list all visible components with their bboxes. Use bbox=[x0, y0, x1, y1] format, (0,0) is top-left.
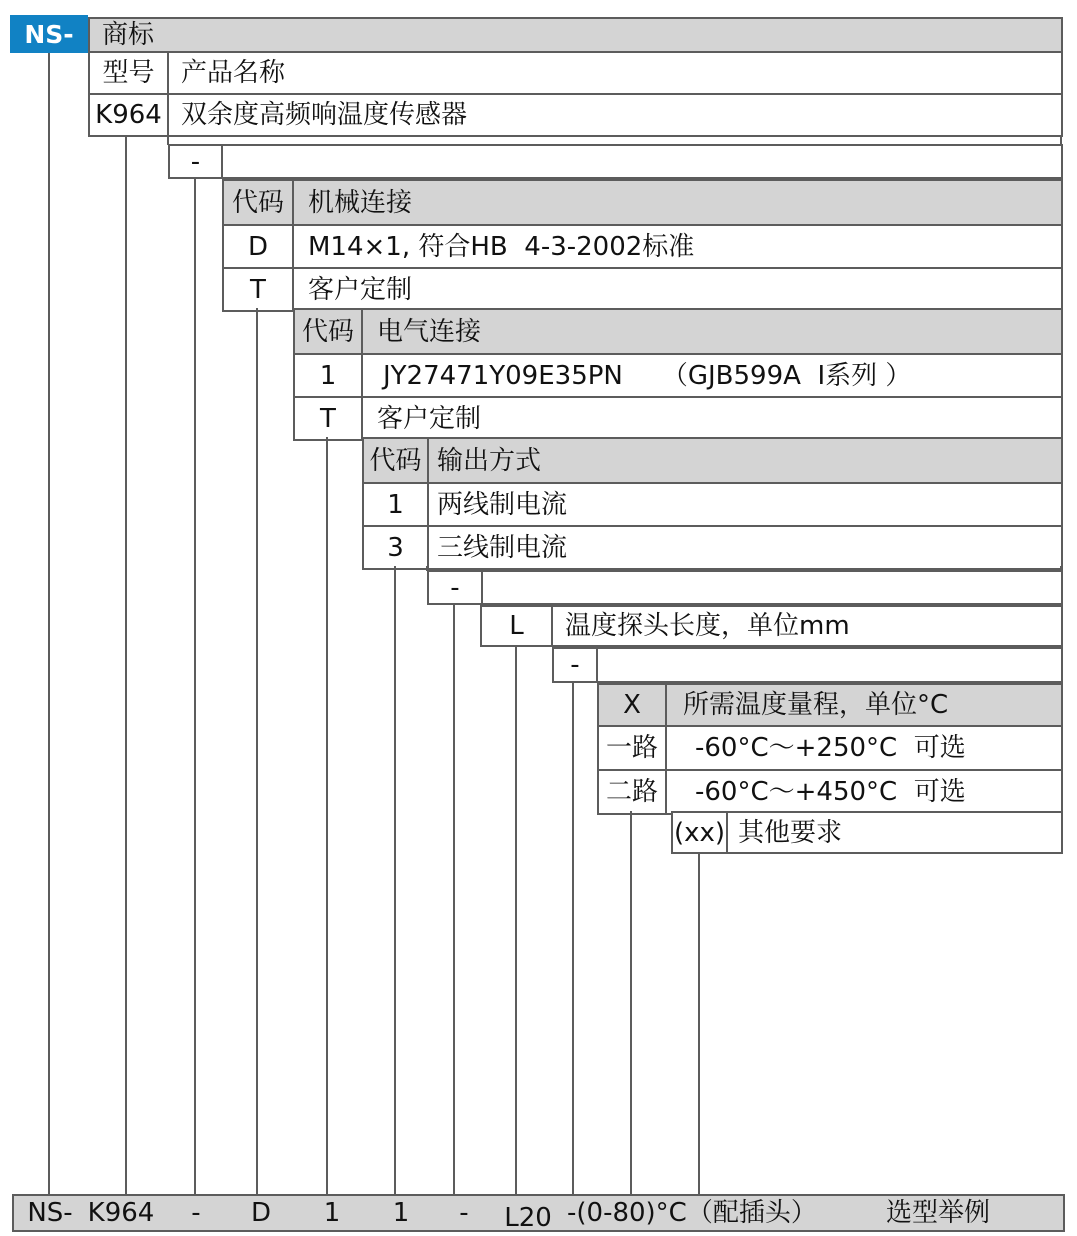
output-row-3 bbox=[364, 525, 1061, 568]
example-temp-range: -(0-80)°C（配插头） bbox=[567, 1198, 817, 1228]
joint-line bbox=[1060, 566, 1062, 571]
electrical-row-1 bbox=[295, 353, 1061, 396]
output-desc-3: 三线制电流 bbox=[437, 532, 568, 563]
other-requirements-desc: 其他要求 bbox=[738, 817, 843, 848]
trademark-label: 商标 bbox=[102, 20, 155, 50]
electrical-row-t bbox=[295, 396, 1061, 439]
temp-range-row-1 bbox=[599, 725, 1061, 769]
electrical-code-1: 1 bbox=[295, 355, 363, 396]
connector-line bbox=[48, 53, 50, 1194]
electrical-code-header: 代码 bbox=[295, 310, 363, 353]
output-row-1 bbox=[364, 482, 1061, 525]
dash-cell-3: - bbox=[554, 649, 598, 681]
model-table bbox=[88, 17, 1063, 137]
probe-length-code: L bbox=[482, 607, 553, 645]
mechanical-row-t bbox=[224, 267, 1061, 310]
output-code-3: 3 bbox=[364, 527, 429, 568]
electrical-code-t: T bbox=[295, 398, 363, 439]
probe-length-desc: 温度探头长度，单位mm bbox=[565, 611, 850, 641]
example-dash-2: - bbox=[459, 1198, 469, 1228]
connector-line bbox=[394, 566, 396, 1194]
temp-range-channel-2: 二路 bbox=[599, 771, 667, 813]
joint-line bbox=[167, 135, 169, 145]
example-electrical: 1 bbox=[323, 1198, 341, 1228]
mechanical-code-d: D bbox=[224, 226, 294, 267]
connector-line bbox=[453, 605, 455, 1194]
example-model: K964 bbox=[87, 1198, 155, 1228]
other-requirements-code: (xx) bbox=[673, 813, 728, 852]
output-code-header: 代码 bbox=[364, 439, 429, 482]
mechanical-desc-d: M14×1, 符合HB 4-3-2002标准 bbox=[308, 231, 695, 262]
connector-line bbox=[194, 179, 196, 1194]
connector-line bbox=[572, 683, 574, 1194]
mechanical-table bbox=[222, 179, 1063, 312]
temp-range-header-row bbox=[599, 685, 1061, 725]
example-mechanical: D bbox=[250, 1198, 272, 1228]
mechanical-code-header: 代码 bbox=[224, 181, 294, 224]
probe-length-row bbox=[480, 605, 1063, 647]
model-column-header: 型号 bbox=[90, 53, 169, 93]
joint-line bbox=[426, 566, 428, 571]
temp-range-title: 所需温度量程，单位°C bbox=[683, 690, 949, 720]
output-title: 输出方式 bbox=[437, 445, 542, 476]
model-header-row bbox=[90, 51, 1061, 93]
example-dash-1: - bbox=[191, 1198, 201, 1228]
brand-code: NS- bbox=[24, 19, 74, 49]
trademark-header-row bbox=[90, 19, 1061, 51]
electrical-title: 电气连接 bbox=[377, 316, 482, 347]
mechanical-desc-t: 客户定制 bbox=[308, 274, 413, 305]
dash-cell-1: - bbox=[170, 146, 223, 177]
selection-example-row bbox=[12, 1194, 1065, 1232]
example-probe-length: L20 bbox=[504, 1203, 552, 1233]
product-column-header: 产品名称 bbox=[181, 58, 286, 88]
output-code-1: 1 bbox=[364, 484, 429, 525]
connector-line bbox=[630, 811, 632, 1194]
model-code-cell: K964 bbox=[90, 95, 169, 135]
example-caption: 选型举例 bbox=[886, 1198, 991, 1228]
connector-line bbox=[515, 647, 517, 1194]
product-name-cell: 双余度高频响温度传感器 bbox=[181, 100, 468, 130]
electrical-desc-1: JY27471Y09E35PN （GJB599A Ⅰ系列 ） bbox=[383, 360, 912, 391]
dash-separator-2 bbox=[427, 570, 1063, 605]
mechanical-header-row bbox=[224, 181, 1061, 224]
output-table bbox=[362, 437, 1063, 570]
output-desc-1: 两线制电流 bbox=[437, 489, 568, 520]
electrical-table bbox=[293, 308, 1063, 441]
temp-range-channel-1: 一路 bbox=[599, 727, 667, 769]
electrical-desc-t: 客户定制 bbox=[377, 403, 482, 434]
temp-range-value-1: -60°C～+250°C 可选 bbox=[695, 733, 966, 763]
mechanical-title: 机械连接 bbox=[308, 187, 413, 218]
temp-range-table bbox=[597, 683, 1063, 815]
temp-range-row-2 bbox=[599, 769, 1061, 813]
brand-code-box bbox=[10, 15, 88, 53]
other-requirements-row bbox=[671, 811, 1063, 854]
joint-line bbox=[1060, 135, 1062, 145]
dash-separator-3 bbox=[552, 647, 1063, 683]
temp-range-code-header: X bbox=[599, 685, 667, 725]
connector-line bbox=[256, 308, 258, 1194]
output-header-row bbox=[364, 439, 1061, 482]
model-row bbox=[90, 93, 1061, 135]
dash-separator-1 bbox=[168, 144, 1063, 179]
electrical-header-row bbox=[295, 310, 1061, 353]
mechanical-code-t: T bbox=[224, 269, 294, 310]
example-brand: NS- bbox=[27, 1198, 73, 1228]
example-output: 1 bbox=[392, 1198, 410, 1228]
connector-line bbox=[326, 437, 328, 1194]
connector-line bbox=[125, 135, 127, 1194]
dash-cell-2: - bbox=[429, 572, 483, 603]
temp-range-value-2: -60°C～+450°C 可选 bbox=[695, 777, 966, 807]
mechanical-row-d bbox=[224, 224, 1061, 267]
connector-line bbox=[698, 854, 700, 1194]
